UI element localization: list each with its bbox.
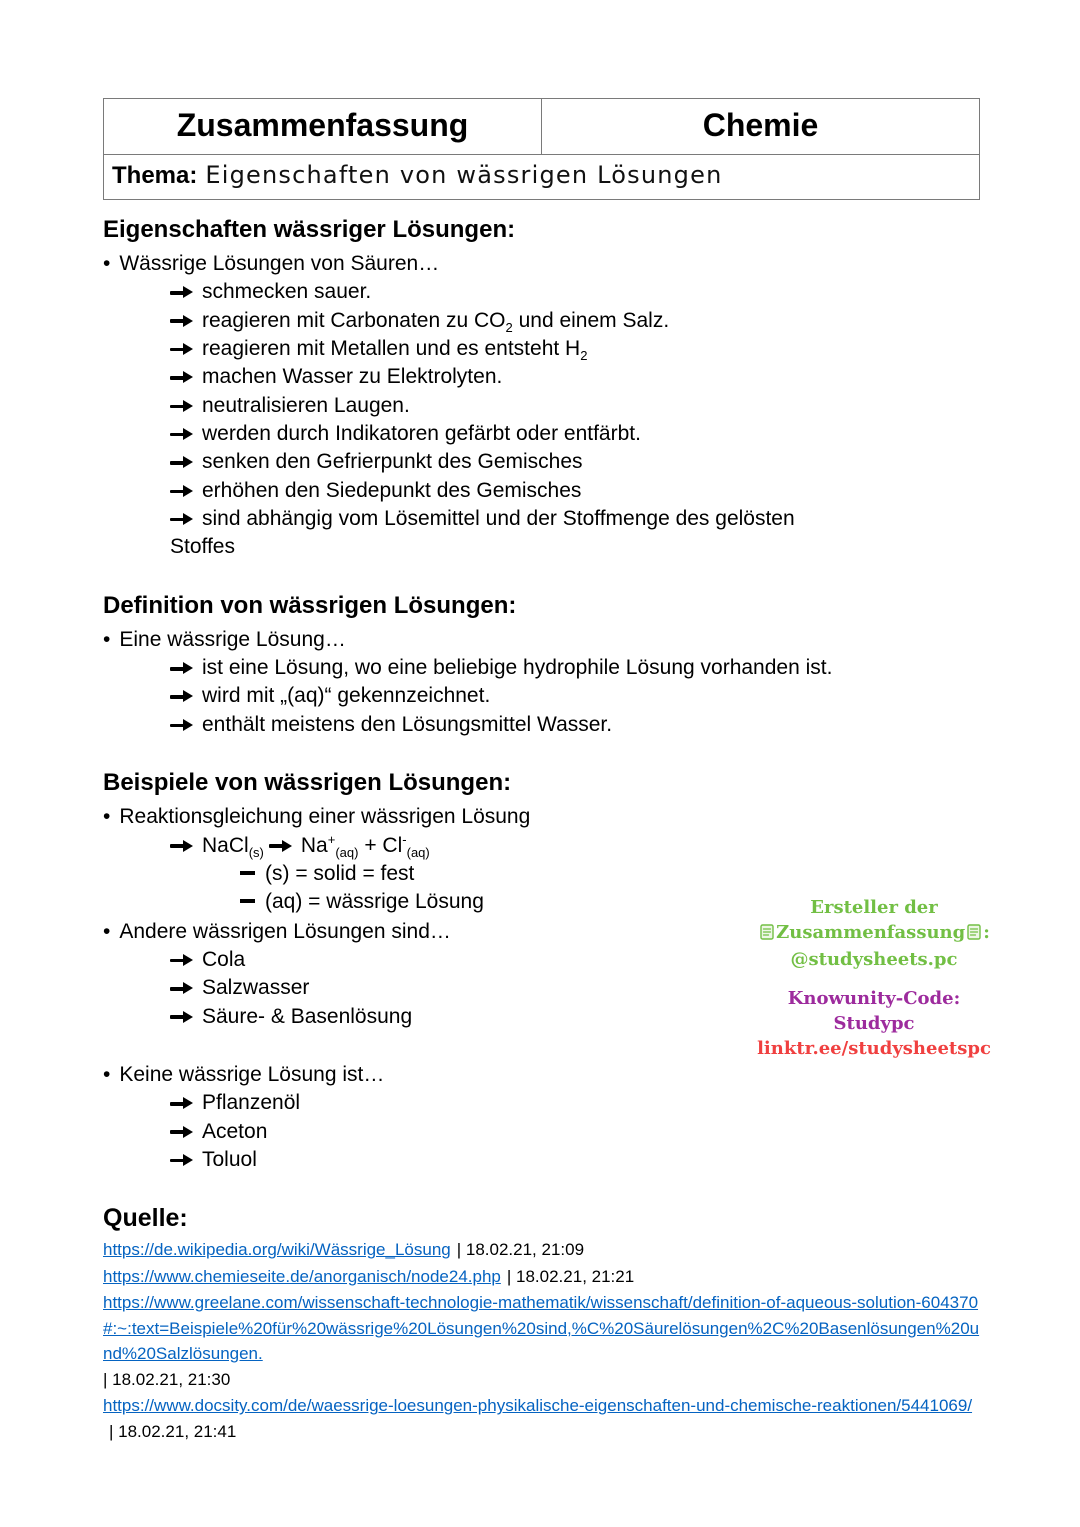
badge-linktree: linktr.ee/studysheetspc (757, 1038, 991, 1060)
bullet-item (103, 1061, 980, 1089)
bullet-item (103, 626, 980, 654)
arrow-icon (170, 690, 194, 703)
arrow-item-text: schmecken sauer. (202, 280, 372, 304)
badge-code-label: Knowunity-Code: (787, 988, 961, 1010)
arrow-item-text: erhöhen den Siedepunkt des Gemisches (202, 478, 582, 502)
bullet-text: Wässrige Lösungen von Säuren… (119, 252, 440, 275)
arrow-item (170, 477, 845, 505)
dash-item-text: (aq) = wässrige Lösung (265, 890, 484, 914)
arrow-item-text: reagieren mit Carbonaten zu $CO_2$ und einem Salz. (202, 308, 670, 335)
source-link[interactable]: https://www.greelane.com/wissenschaft-technologie-mathematik/wissenschaft/definition-of-aqueous-solution-604370#:~:text=Beispiele%20für%20wässrige%20Lösungen%20sind,%C%20Säurelösungen%2C%20Basenlösungen%20und%20Salzlösungen. (103, 1293, 980, 1364)
arrow-item (170, 1146, 845, 1174)
header-table (103, 98, 980, 200)
arrow-icon (170, 840, 194, 853)
arrow-item (170, 1118, 845, 1146)
arrow-icon (170, 315, 194, 328)
memo-icon (967, 923, 981, 948)
arrow-icon (170, 371, 194, 384)
arrow-icon (170, 982, 194, 995)
badge-summary-colon: : (983, 921, 990, 943)
bullet-text: Reaktionsgleichung einer wässrigen Lösung (119, 805, 531, 829)
arrow-item (170, 278, 845, 306)
arrow-icon (170, 1126, 194, 1139)
arrow-list (103, 946, 845, 1031)
arrow-icon (170, 400, 194, 413)
arrow-item (170, 654, 845, 682)
source-entry (103, 1290, 980, 1392)
bullet-item (103, 803, 980, 831)
arrow-item (170, 392, 845, 420)
section-heading-eigenschaften: Eigenschaften wässriger Lösungen: (103, 216, 516, 243)
bullet-icon: • (103, 252, 111, 275)
header-title-row (104, 99, 979, 155)
arrow-icon (269, 840, 293, 853)
arrow-item-text: machen Wasser zu Elektrolyten. (202, 365, 503, 389)
arrow-item-text: enthält meistens den Lösungsmittel Wasser. (202, 712, 613, 736)
badge-handle: @studysheets.pc (790, 948, 958, 970)
arrow-item (170, 1089, 845, 1117)
bullet-icon: • (103, 1062, 111, 1086)
badge-summary-line (748, 921, 1000, 948)
source-date: | 18.02.21, 21:21 (506, 1266, 635, 1286)
arrow-item (170, 682, 845, 710)
section-heading-definition: Definition von wässrigen Lösungen: (103, 591, 517, 619)
source-link[interactable]: https://www.docsity.com/de/waessrige-loesungen-physikalische-eigenschaften-und-chemische-reaktionen/5441069/ (103, 1396, 973, 1416)
section-heading-beispiele: Beispiele von wässrigen Lösungen: (103, 769, 512, 797)
arrow-item (170, 505, 845, 562)
sources-heading: Quelle: (103, 1204, 188, 1233)
arrow-item-text: Salzwasser (202, 976, 310, 1000)
arrow-item-text: Säure- & Basenlösung (202, 1004, 413, 1028)
dash-item (240, 860, 845, 888)
bullet-icon: • (103, 805, 111, 829)
arrow-icon (170, 954, 194, 967)
arrow-icon (170, 1097, 194, 1110)
topic-label: Thema: (112, 162, 198, 189)
section-quelle (103, 1204, 980, 1444)
arrow-item-text: Cola (202, 947, 246, 971)
dash-icon (240, 871, 255, 875)
equation-line (170, 832, 845, 860)
arrow-icon (170, 343, 194, 356)
arrow-list (103, 654, 845, 739)
arrow-item (170, 363, 845, 391)
bullet-text: Keine wässrige Lösung ist… (119, 1062, 385, 1086)
arrow-item-text: wird mit „(aq)“ gekennzeichnet. (202, 684, 491, 708)
arrow-icon (170, 428, 194, 441)
memo-icon (760, 923, 774, 948)
topic-title: Eigenschaften von wässrigen Lösungen (205, 161, 723, 189)
arrow-icon (170, 1011, 194, 1024)
bullet-text: Eine wässrige Lösung… (119, 627, 346, 651)
subject-title: Chemie (702, 107, 819, 143)
arrow-list (103, 832, 845, 917)
arrow-item (170, 1003, 845, 1031)
arrow-item-text: werden durch Indikatoren gefärbt oder entfärbt. (202, 422, 641, 446)
arrow-icon (170, 1154, 194, 1167)
source-date: | 18.02.21, 21:41 (109, 1421, 237, 1441)
arrow-item (170, 946, 845, 974)
arrow-list (103, 1089, 845, 1174)
arrow-item-text: neutralisieren Laugen. (202, 393, 410, 417)
bullet-icon: • (103, 919, 111, 943)
arrow-icon (170, 662, 194, 675)
source-date: | 18.02.21, 21:09 (456, 1240, 585, 1260)
arrow-icon (170, 286, 194, 299)
section-definition (103, 592, 980, 739)
bullet-item (103, 250, 980, 278)
arrow-item-text: Pflanzenöl (202, 1091, 301, 1115)
arrow-icon (170, 456, 194, 469)
dash-icon (240, 899, 255, 903)
arrow-item-text: Toluol (202, 1147, 257, 1171)
arrow-icon (170, 719, 194, 732)
badge-creator-line: Ersteller der (810, 897, 938, 918)
source-entry (103, 1264, 980, 1290)
bullet-text: Andere wässrigen Lösungen sind… (119, 919, 451, 943)
source-entry (103, 1237, 980, 1263)
arrow-item-text: ist eine Lösung, wo eine beliebige hydrophile Lösung vorhanden ist. (202, 656, 833, 680)
arrow-item (170, 974, 845, 1002)
arrow-list (103, 278, 845, 561)
equation-rhs: $Na^+_{(aq)} + Cl^-_{(aq)}$ (300, 831, 430, 860)
arrow-item-text: senken den Gefrierpunkt des Gemisches (202, 450, 583, 474)
arrow-item (170, 307, 845, 335)
source-link[interactable]: https://de.wikipedia.org/wiki/Wässrige_Lösung (103, 1240, 451, 1260)
creator-badge (748, 896, 1000, 1062)
arrow-item (170, 448, 845, 476)
arrow-icon (170, 513, 194, 526)
arrow-item (170, 420, 845, 448)
arrow-item-text: sind abhängig vom Lösemittel und der Stoffmenge des gelösten Stoffes (170, 507, 795, 559)
arrow-item (170, 711, 845, 739)
doc-type-title: Zusammenfassung (104, 99, 542, 154)
dash-item-text: (s) = solid = fest (265, 861, 415, 885)
source-date: | 18.02.21, 21:30 (103, 1369, 231, 1389)
arrow-item-text: reagieren mit Metallen und es entsteht $H_2$ (202, 337, 588, 364)
topic-row (104, 155, 979, 199)
arrow-icon (170, 485, 194, 498)
source-link[interactable]: https://www.chemieseite.de/anorganisch/node24.php (103, 1266, 501, 1286)
source-entry (103, 1393, 980, 1444)
badge-spacer (748, 972, 1000, 987)
equation-lhs: NaCl$_{(s)}$ (202, 833, 264, 860)
bullet-icon: • (103, 627, 111, 651)
arrow-item (170, 335, 845, 363)
arrow-item-text: Aceton (202, 1119, 268, 1143)
section-eigenschaften (103, 216, 980, 562)
badge-code: Studypc (833, 1013, 915, 1035)
badge-summary-text: Zusammenfassung (776, 921, 966, 943)
